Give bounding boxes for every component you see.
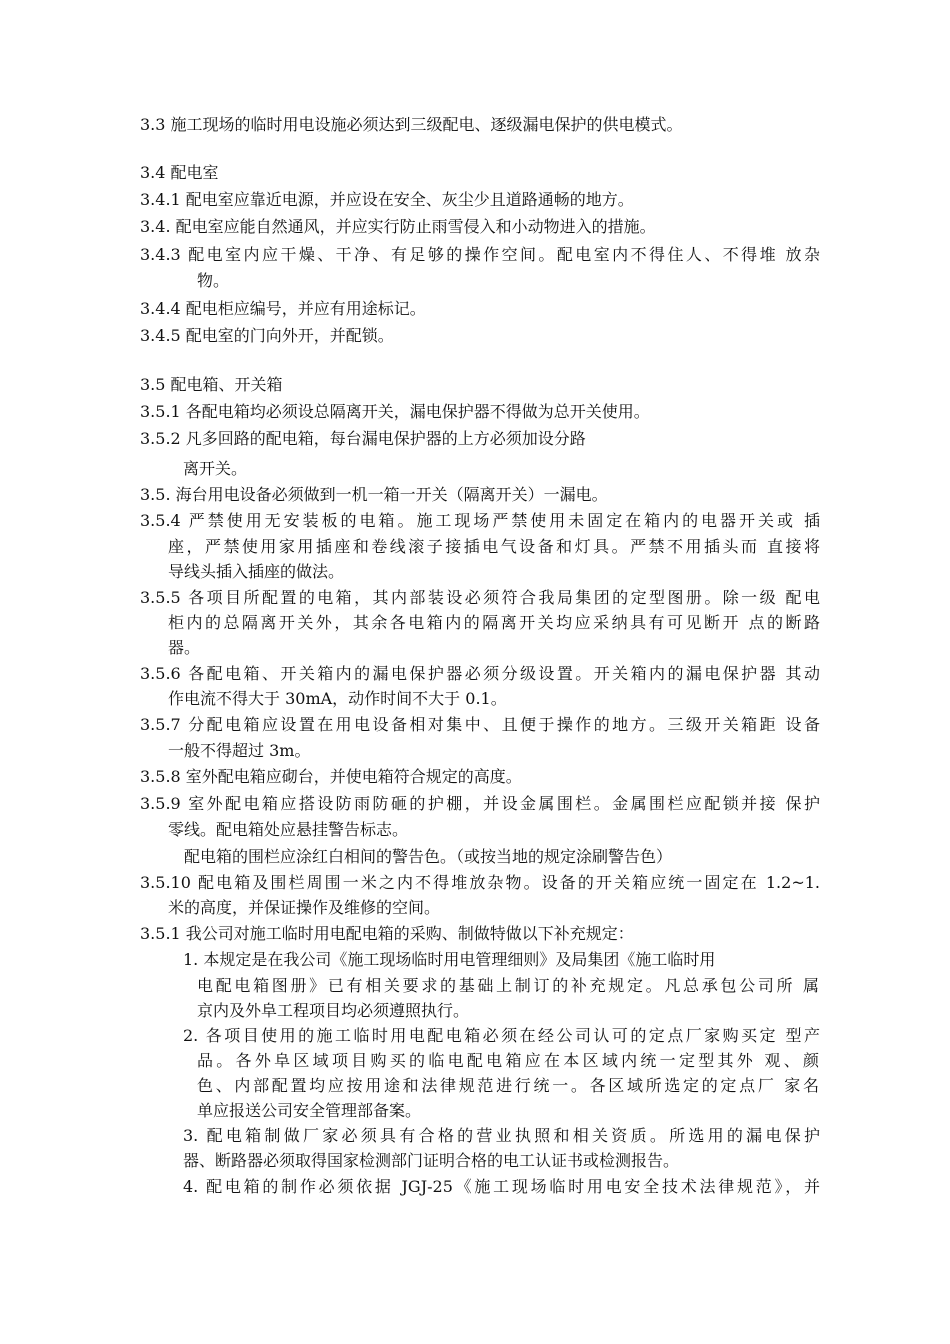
- clause-3-5-3: 3.5. 海台用电设备必须做到一机一箱一开关（隔离开关）一漏电。: [140, 485, 608, 504]
- supplement-item-2: 2. 各项目使用的施工临时用电配电箱必须在经公司认可的定点厂家购买定 型产: [183, 1026, 820, 1045]
- clause-3-5-4: 3.5.4 严禁使用无安装板的电箱。施工现场严禁使用未固定在箱内的电器开关或 插: [140, 511, 820, 530]
- supplement-item-4: 4. 配电箱的制作必须依据 JGJ-25《施工现场临时用电安全技术法律规范》，并: [183, 1177, 820, 1196]
- clause-3-5-4-cont2: 导线头插入插座的做法。: [168, 562, 345, 581]
- clause-3-4-3: 3.4.3 配电室内应干燥、干净、有足够的操作空间。配电室内不得住人、不得堆 放杂: [140, 245, 820, 264]
- supplement-item-1-cont2: 京内及外阜工程项目均必须遵照执行。: [197, 1001, 470, 1020]
- clause-3-5-11: 3.5.1 我公司对施工临时用电配电箱的采购、制做特做以下补充规定：: [140, 924, 634, 943]
- supplement-item-2-cont1: 品。各外阜区域项目购买的临电配电箱应在本区域内统一定型其外 观、颜: [197, 1051, 819, 1070]
- clause-3-5-6-cont: 作电流不得大于 30mA，动作时间不大于 0.1。: [168, 689, 507, 708]
- clause-3-5-10-cont: 米的高度，并保证操作及维修的空间。: [168, 898, 441, 917]
- supplement-item-2-cont2: 色、内部配置均应按用途和法律规范进行统一。各区域所选定的定点厂 家名: [197, 1076, 819, 1095]
- supplement-item-1: 1. 本规定是在我公司《施工现场临时用电管理细则》及局集团《施工临时用: [183, 950, 716, 969]
- clause-3-5-8: 3.5.8 室外配电箱应砌台，并使电箱符合规定的高度。: [140, 767, 522, 786]
- clause-3-5-2: 3.5.2 凡多回路的配电箱，每台漏电保护器的上方必须加设分路: [140, 429, 586, 448]
- clause-3-5-2-cont: 离开关。: [183, 459, 248, 478]
- clause-3-5-7-cont: 一般不得超过 3m。: [168, 741, 311, 760]
- clause-3-5-6: 3.5.6 各配电箱、开关箱内的漏电保护器必须分级设置。开关箱内的漏电保护器 其动: [140, 664, 820, 683]
- clause-3-4-3-cont: 物。: [197, 271, 230, 290]
- heading-3-4: 3.4 配电室: [140, 163, 219, 182]
- clause-3-5-7: 3.5.7 分配电箱应设置在用电设备相对集中、且便于操作的地方。三级开关箱距 设备: [140, 715, 820, 734]
- clause-3-5-1: 3.5.1 各配电箱均必须设总隔离开关，漏电保护器不得做为总开关使用。: [140, 402, 650, 421]
- clause-3-4-5: 3.4.5 配电室的门向外开，并配锁。: [140, 326, 394, 345]
- clause-3-5-5: 3.5.5 各项目所配置的电箱，其内部装设必须符合我局集团的定型图册。除一级 配电: [140, 588, 820, 607]
- supplement-item-1-cont1: 电配电箱图册》已有相关要求的基础上制订的补充规定。凡总承包公司所 属: [197, 976, 819, 995]
- clause-3-5-9-note: 配电箱的围栏应涂红白相间的警告色。（或按当地的规定涂刷警告色）: [184, 847, 673, 866]
- clause-3-5-9-cont: 零线。配电箱处应悬挂警告标志。: [168, 820, 409, 839]
- clause-3-5-5-cont1: 柜内的总隔离开关外，其余各电箱内的隔离开关均应采纳具有可见断开 点的断路: [168, 613, 820, 632]
- clause-3-5-5-cont2: 器。: [168, 638, 201, 657]
- supplement-item-3: 3. 配电箱制做厂家必须具有合格的营业执照和相关资质。所选用的漏电保护: [183, 1126, 820, 1145]
- supplement-item-2-cont3: 单应报送公司安全管理部备案。: [197, 1101, 422, 1120]
- heading-3-5: 3.5 配电箱、开关箱: [140, 375, 283, 394]
- clause-3-4-2: 3.4. 配电室应能自然通风，并应实行防止雨雪侵入和小动物进入的措施。: [140, 217, 656, 236]
- clause-3-5-4-cont1: 座，严禁使用家用插座和卷线滚子接插电气设备和灯具。严禁不用插头而 直接将: [168, 537, 820, 556]
- clause-3-5-9: 3.5.9 室外配电箱应搭设防雨防砸的护棚，并设金属围栏。金属围栏应配锁并接 保护: [140, 794, 820, 813]
- clause-3-3: 3.3 施工现场的临时用电设施必须达到三级配电、逐级漏电保护的供电模式。: [140, 115, 683, 134]
- clause-3-5-10: 3.5.10 配电箱及围栏周围一米之内不得堆放杂物。设备的开关箱应统一固定在 1.2~1.: [140, 873, 820, 892]
- supplement-item-3-cont: 器、断路器必须取得国家检测部门证明合格的电工认证书或检测报告。: [183, 1151, 680, 1170]
- clause-3-4-1: 3.4.1 配电室应靠近电源，并应设在安全、灰尘少且道路通畅的地方。: [140, 190, 634, 209]
- clause-3-4-4: 3.4.4 配电柜应编号，并应有用途标记。: [140, 299, 426, 318]
